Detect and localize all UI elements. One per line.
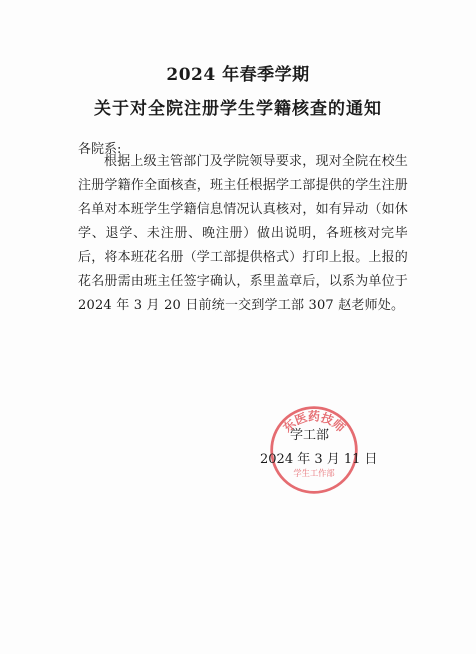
svg-text:学生工作部: 学生工作部 [293,467,335,478]
notice-body [78,150,408,318]
salutation: 各院系: [78,142,122,157]
svg-text:东医药技师: 东医药技师 [280,409,348,436]
signature-department: 学工部 [290,428,330,443]
signature-date: 2024 年 3 月 11 日 [260,452,378,467]
signature-block [250,404,390,494]
document-title: 关于对全院注册学生学籍核查的通知 [94,99,382,119]
document-title-term: 2024 年春季学期 [166,65,310,85]
notice-paragraph: 根据上级主管部门及学院领导要求，现对全院在校生注册学籍作全面核查，班主任根据学工部提供的学生注册名单对本班学生学籍信息情况认真核对，如有异动（如休学、退学、未注册、晚注册）做出说明，各班核对完毕后，将本班花名册（学工部提供格式）打印上报。上报的花名册需由班主任签字确认，系里盖章后，以系为单位于 2024 年 3 月 20 日前统一交到学工部 307 赵老师处。 [78,154,409,313]
